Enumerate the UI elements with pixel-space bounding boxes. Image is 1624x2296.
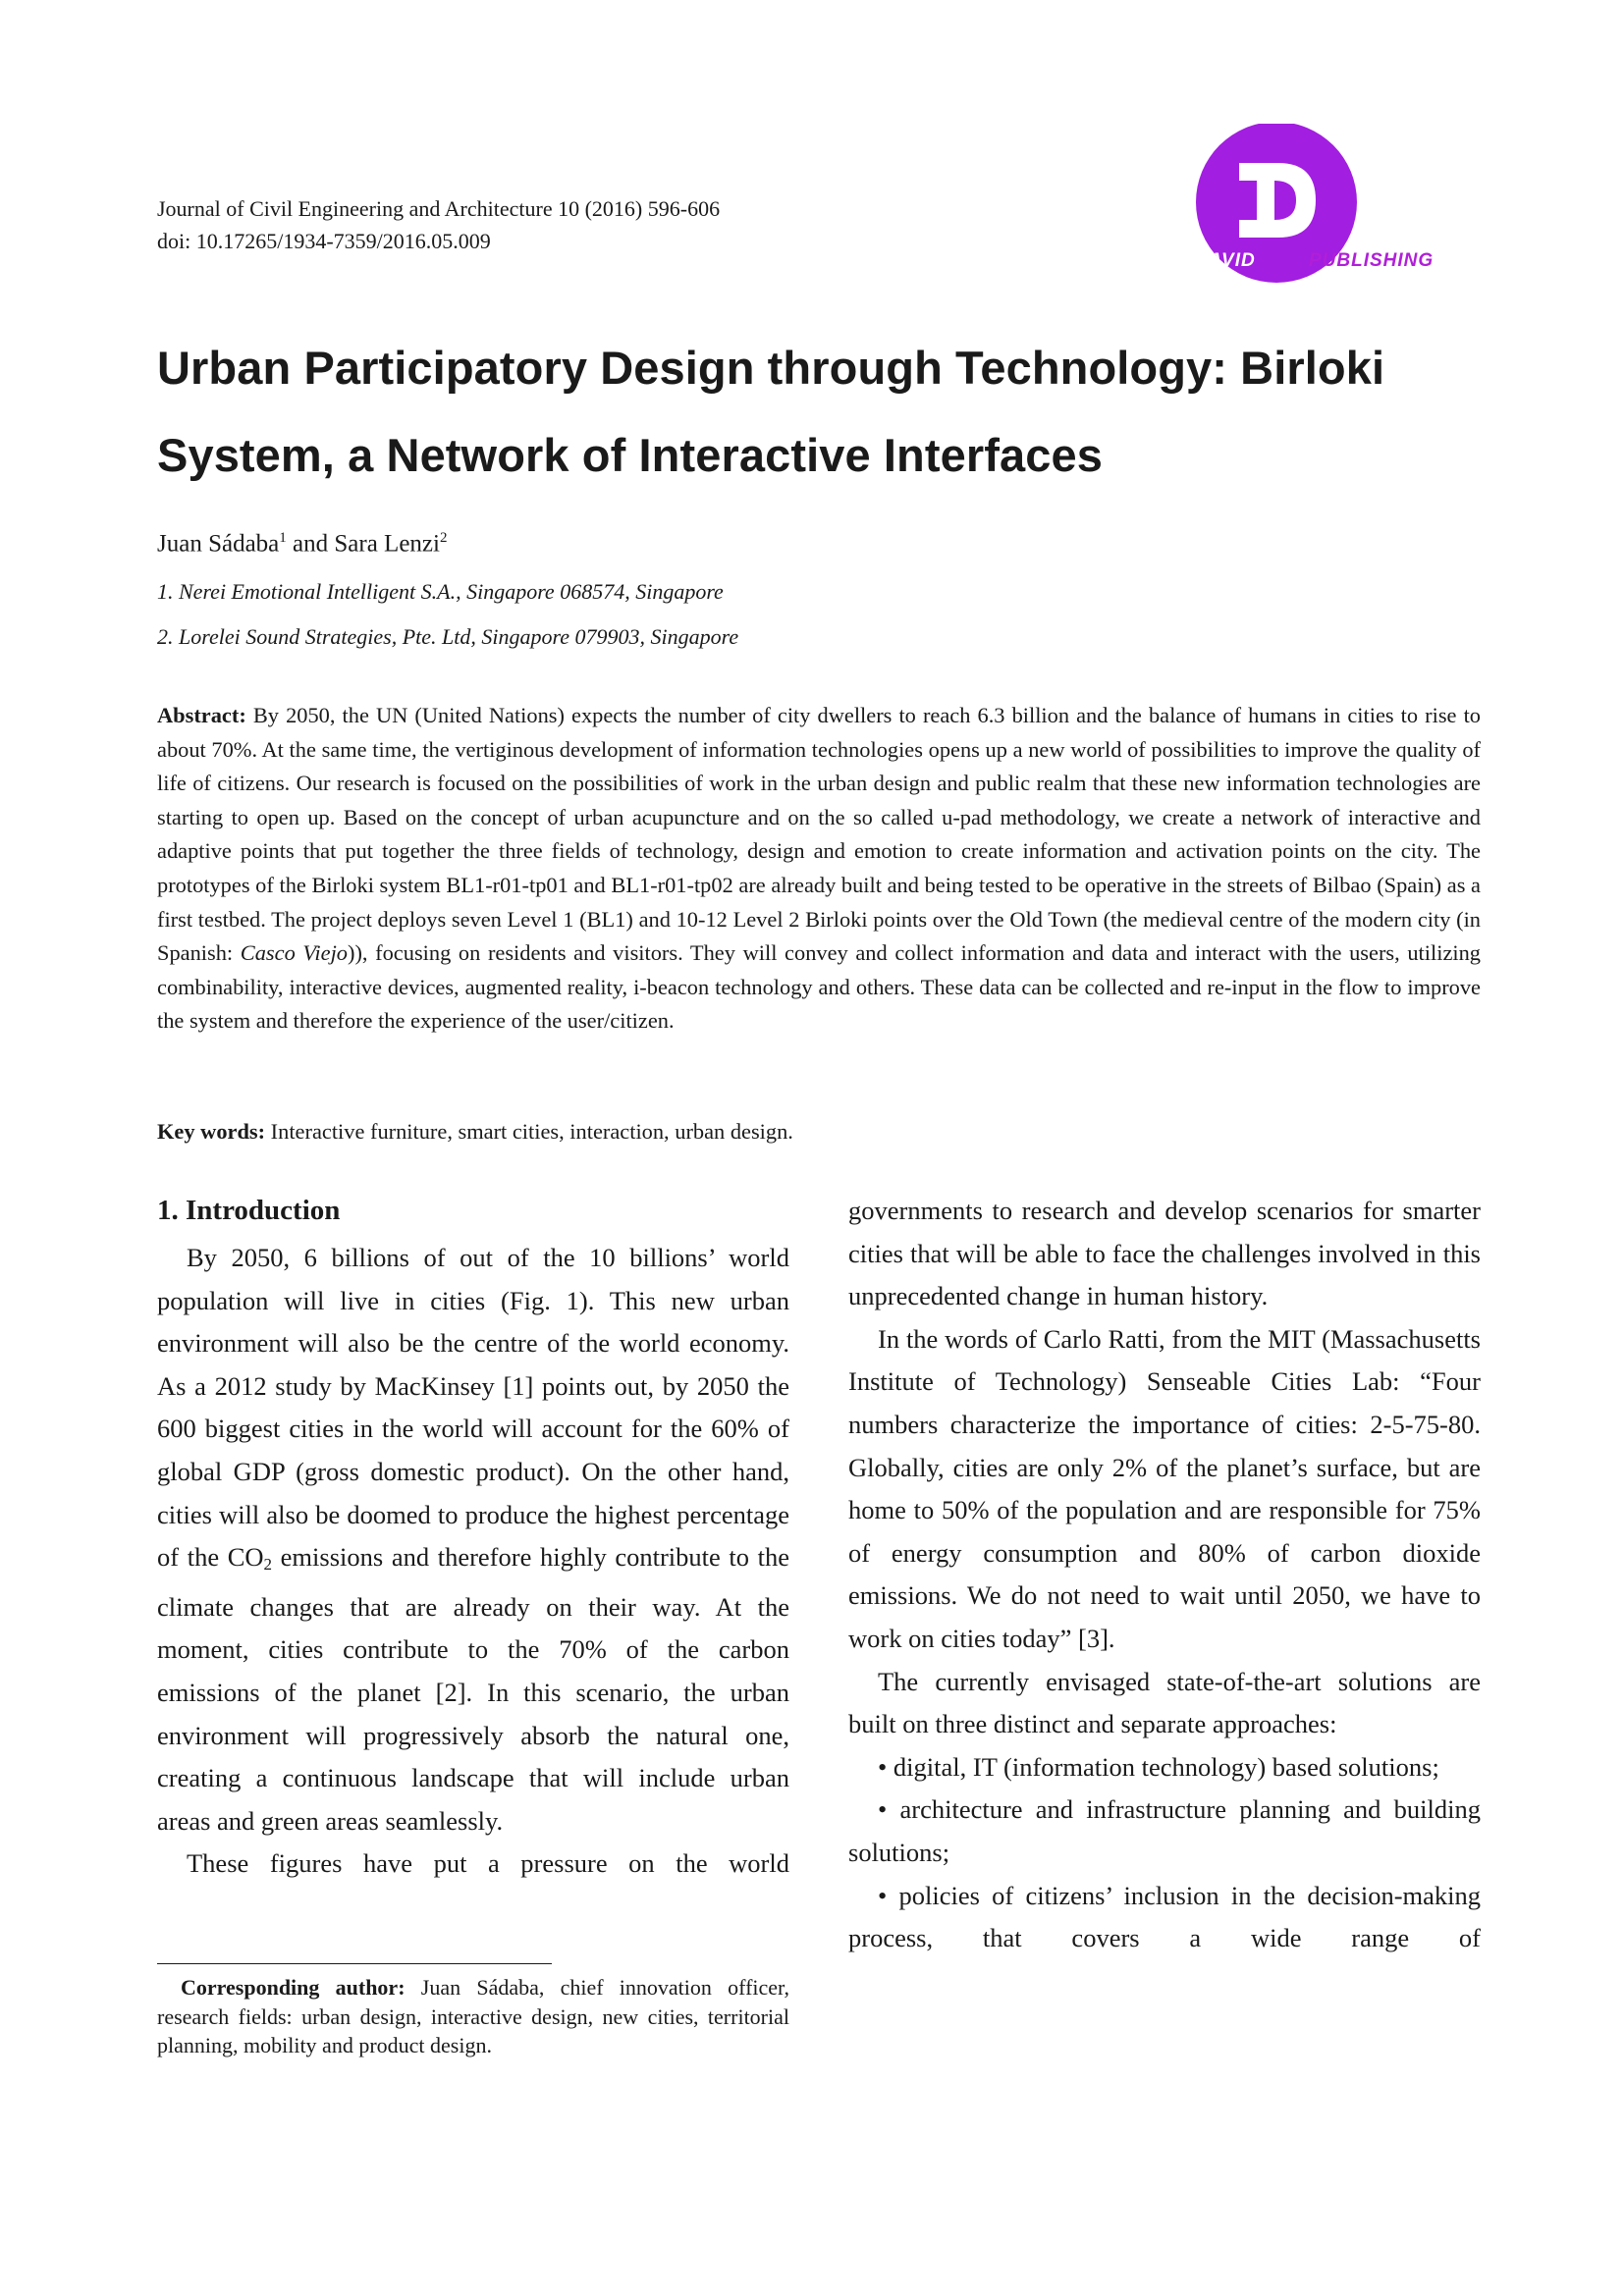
footnote-divider: [157, 1963, 552, 1964]
author-conjunction: and: [286, 530, 335, 558]
david-publishing-logo-icon: [1188, 124, 1483, 291]
title-line-1: Urban Participatory Design through Technology: Birloki: [157, 342, 1385, 394]
bullet-item: • digital, IT (information technology) based solutions;: [878, 1751, 1439, 1782]
logo-text-right: PUBLISHING: [1309, 250, 1435, 271]
footnote-label: Corresponding author:: [181, 1975, 406, 2000]
intro-paragraph-3: In the words of Carlo Ratti, from the MIT (Massachusetts Institute of Technology) Senseable Cities Lab: “Four numbers characterize the importance of cities: 2-5-75-80. Globally, cities are only 2% of the planet’s surface, but are home to 50% of the population and are responsible for 75% of energy consumption and 80% of carbon dioxide emissions. We do not need to wait until 2050, we have to work on cities today” [3].: [848, 1323, 1481, 1653]
affiliation-2: 2. Lorelei Sound Strategies, Pte. Ltd, Singapore 079903, Singapore: [157, 624, 739, 649]
abstract-italic-term: Casco Viejo: [240, 940, 348, 966]
intro-paragraph-1-part-a: By 2050, 6 billions of out of the 10 billions’ world population will live in cities (Fig. 1). This new urban environment will also be the centre of the world economy. As a 2012 study by MacKinsey [1] points out, by 2050 the 600 biggest cities in the world will account for the 60% of global GDP (gross domestic product). On the other hand, cities will also be doomed to produce the highest percentage of the CO: [157, 1243, 789, 1573]
author-1-affiliation-mark: 1: [279, 530, 287, 546]
intro-paragraph-1-part-b: emissions and therefore highly contribute to the climate changes that are already on their way. At the moment, cities contribute to the 70% of the carbon emissions of the planet [2]. In this scenario, the urban environment will progressively absorb the natural one, creating a continuous landscape that will include urban areas and green areas seamlessly.: [157, 1542, 790, 1836]
intro-paragraph-2-start: These figures have put a pressure on the world: [187, 1848, 789, 1879]
abstract-text: By 2050, the UN (United Nations) expects the number of city dwellers to reach 6.3 billion and the balance of humans in cities to rise to about 70%. At the same time, the vertiginous development of information technologies opens up a new world of possibilities to improve the quality of life of citizens. Our research is focused on the possibilities of work in the urban design and public realm that these new information technologies are starting to open up. Based on the concept of urban acupuncture and on the so called u-pad methodology, we create a network of interactive and adaptive points that put together the three fields of technology, design and emotion to create information and activation points on the city. The prototypes of the Birloki system BL1-r01-tp01 and BL1-r01-tp02 are already built and being tested to be operative in the streets of Bilbao (Spain) as a first testbed. The project deploys seven Level 1 (BL1) and 10-12 Level 2 Birloki points over the Old Town (the medieval centre of the modern city (in Spanish:: [157, 703, 1481, 966]
affiliation-1: 1. Nerei Emotional Intelligent S.A., Singapore 068574, Singapore: [157, 579, 724, 604]
co2-subscript: 2: [263, 1555, 273, 1575]
paper-title: [157, 324, 1492, 499]
body-column-right: [848, 1190, 1481, 1960]
intro-paragraph-2-continued: governments to research and develop scenarios for smarter cities that will be able to face the challenges involved in this unprecedented change in human history.: [848, 1196, 1481, 1311]
section-heading-introduction: 1. Introduction: [157, 1195, 341, 1226]
abstract: [157, 699, 1481, 1039]
author-2-affiliation-mark: 2: [439, 530, 448, 546]
footnote: [157, 1973, 789, 2060]
intro-paragraph-1: [157, 1237, 789, 1842]
author-2: Sara Lenzi: [334, 530, 440, 558]
body-column-left: [157, 1190, 789, 1886]
bullet-item: • architecture and infrastructure planning and building solutions;: [848, 1794, 1481, 1867]
authors: [157, 530, 447, 558]
bullet-item: • policies of citizens’ inclusion in the decision-making process, that covers a wide range of: [848, 1880, 1481, 1953]
logo-text-left: DAVID: [1194, 250, 1256, 271]
abstract-label: Abstract:: [157, 703, 246, 727]
keywords-label: Key words:: [157, 1119, 266, 1144]
keywords: [157, 1119, 793, 1145]
title-line-2: System, a Network of Interactive Interfaces: [157, 429, 1103, 481]
journal-header: [157, 192, 720, 257]
abstract-text-end: )), focusing on residents and visitors. They will convey and collect information and data and interact with the users, utilizing combinability, interactive devices, augmented reality, i-beacon technology and others. These data can be collected and re-input in the flow to improve the system and therefore the experience of the user/citizen.: [157, 940, 1481, 1034]
publisher-logo: [1188, 124, 1483, 291]
journal-citation: Journal of Civil Engineering and Architecture 10 (2016) 596-606: [157, 196, 721, 221]
footnote-text: Juan Sádaba, chief innovation officer, research fields: urban design, interactive design, new cities, territorial planning, mobility and product design.: [157, 1975, 789, 2057]
journal-doi: doi: 10.17265/1934-7359/2016.05.009: [157, 229, 491, 253]
keywords-text: Interactive furniture, smart cities, interaction, urban design.: [265, 1119, 793, 1144]
intro-paragraph-4: The currently envisaged state-of-the-art solutions are built on three distinct and separate approaches:: [848, 1666, 1481, 1739]
author-1: Juan Sádaba: [157, 530, 280, 558]
